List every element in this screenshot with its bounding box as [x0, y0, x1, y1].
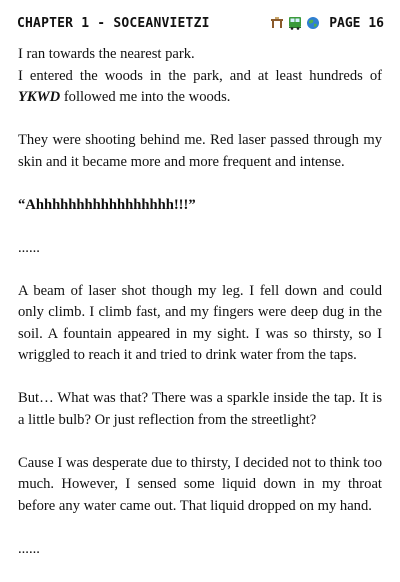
page-number-label: [329, 16, 384, 31]
paragraph-6: But… What was that? There was a sparkle inside the tap. It is a little bulb? Or just reflection from the streetlight?: [18, 390, 382, 428]
paragraph-5: A beam of laser shot though my leg. I fell down and could only climb. I climb fast, and my fingers were deep dug in the soil. A fountain appeared in my sight. I was so thirsty, so I wriggled to reach it and tried to drink water from the taps.: [18, 282, 382, 363]
paragraph-1-line-2b: followed me into the woods.: [60, 89, 231, 105]
paragraph-1-line-2a: I entered the woods in the park, and at least hundreds of: [18, 67, 382, 84]
paragraph-1-line-1: I ran towards the nearest park.: [18, 46, 195, 62]
paragraph-1: [18, 44, 382, 109]
paragraph-4-ellipsis: ......: [18, 239, 40, 256]
story-text: [18, 44, 382, 582]
ykwd-name: YKWD: [18, 89, 61, 105]
page-header: [17, 10, 384, 36]
paragraph-2: They were shooting behind me. Red laser passed through my skin and it became more and more frequent and intense.: [18, 132, 382, 170]
paragraph-8-ellipsis: ......: [18, 540, 40, 557]
chapter-title: CHAPTER 1 - SOCEANVIETZI: [17, 15, 210, 31]
paragraph-3-shout: “Ahhhhhhhhhhhhhhhhh!!!”: [18, 196, 196, 213]
bus-icon: [288, 16, 302, 30]
paragraph-7: Cause I was desperate due to thirsty, I decided not to think too much. However, I sensed some liquid down in my throat before any water came out. That liquid dropped on my hand.: [18, 454, 382, 514]
globe-icon: [306, 16, 320, 30]
header-right: [270, 16, 384, 31]
page-label: PAGE: [329, 15, 361, 31]
table-icon: [270, 16, 284, 30]
page-number: 16: [368, 15, 384, 31]
